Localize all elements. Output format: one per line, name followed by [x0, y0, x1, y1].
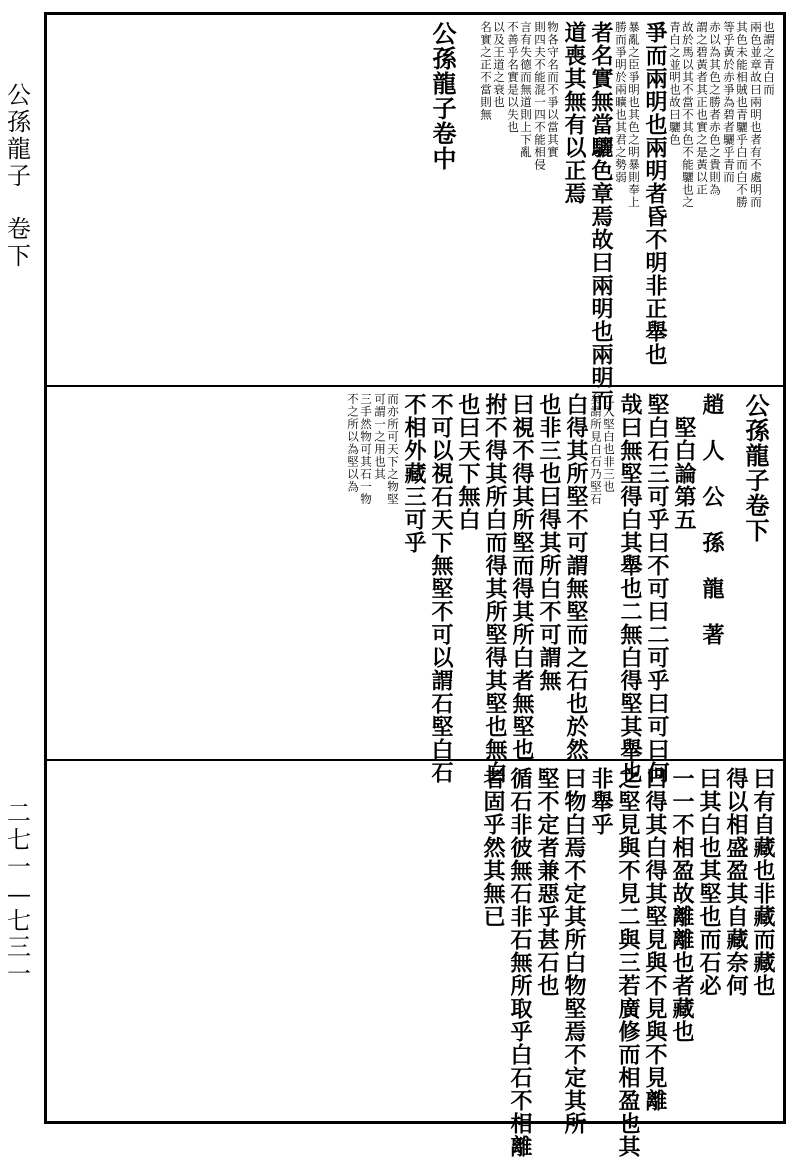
commentary-column-pair [590, 393, 615, 506]
main-text-column: 者名實無當驪色章焉故曰兩明也兩明而 [588, 21, 614, 412]
main-text-column: 堅白石三可乎曰不可曰二可乎曰可曰何 [644, 393, 670, 784]
main-text-column: 曰視不得其所堅而得其所白者無堅也 [509, 393, 535, 761]
main-text-column: 不可以視石天下無堅不可以謂石堅白石 [428, 393, 454, 784]
commentary-column-pair [696, 21, 721, 196]
section-heading: 堅白論第五 [671, 393, 697, 531]
main-text-column: 堅不定者兼惡乎甚石也 [534, 767, 560, 997]
commentary-text: 二入堅白也非三也 [602, 393, 616, 493]
commentary-column-pair [750, 21, 775, 209]
commentary-column-pair [534, 21, 559, 171]
commentary-text: 故於馬以其不當不其色不能驪也之 [681, 21, 695, 209]
commentary-column-pair [615, 21, 640, 209]
text-block-top [47, 15, 783, 412]
commentary-text: 而亦所可天下之物堅 [386, 393, 400, 506]
commentary-column-pair [480, 21, 505, 121]
main-text-column: 也曰天下無白 [455, 393, 481, 531]
commentary-text: 物各守名而不爭以當其實 [546, 21, 560, 159]
main-text-column: 曰其白也其堅也而石必 [696, 767, 722, 997]
main-text-column: 道喪其無有以正焉 [561, 21, 587, 205]
text-block-middle [47, 387, 783, 784]
commentary-text: 不善乎名實是以失也 [506, 21, 520, 134]
commentary-text: 其色未能相賊也青驪乎白而白不勝 [735, 21, 749, 209]
commentary-column-pair [347, 393, 372, 506]
main-text-column: 曰物白焉不定其所白物堅焉不定其所 [561, 767, 587, 1135]
commentary-column-pair [723, 21, 748, 209]
section-heading: 趙 人 公 孫 龍 著 [699, 393, 725, 646]
commentary-text: 不之所以為堅以為 [346, 393, 360, 493]
commentary-text: 兩色並章故曰兩明也者有不處明而 [749, 21, 763, 209]
commentary-text: 言有失德而無道則上下亂 [519, 21, 533, 159]
main-text-column: 非舉乎 [588, 767, 614, 836]
commentary-text: 勝而爭明於兩曠也其君之勢弱 [614, 21, 628, 184]
chapter-heading: 公孫龍子卷下 [741, 393, 770, 543]
commentary-text: 青白之並明也故曰驪色 [668, 21, 682, 146]
book-title-vertical: 公 孫 龍 子 卷 下 [7, 81, 31, 271]
commentary-text: 等乎黃於赤爭為碧者驪乎青而 [722, 21, 736, 184]
commentary-text: 以及王道之衰也 [492, 21, 506, 109]
chapter-heading: 公孫龍子卷中 [428, 21, 457, 171]
main-text-column: 拊不得其所白而得其所堅得其堅也無白 [482, 393, 508, 784]
main-text-column: 白得其所堅不可謂無堅而之石也於然 [563, 393, 589, 761]
main-text-column: 循石非彼無石非石無所取乎白石不相離 [507, 767, 533, 1158]
main-text-column: 曰得其白得其堅見與不見與不見離 [642, 767, 668, 1112]
commentary-text: 謂之碧黃者其正也實之是黃以正 [695, 21, 709, 196]
page-frame [44, 12, 786, 1158]
main-text-column: 之堅見與不見二與三若廣修而相盈也其 [615, 767, 641, 1158]
commentary-column-pair [669, 21, 694, 209]
commentary-text: 赤以為其色之勝者赤色之貴則為 [708, 21, 722, 196]
commentary-text: 則四夫不能混一四不能相侵 [533, 21, 547, 171]
main-text-column: 不相外藏三可乎 [401, 393, 427, 554]
commentary-text: 暴亂之臣爭明也其色之明暴則奉上 [627, 21, 641, 209]
page-number-vertical: 二 七 一 — 七 三 一 [7, 799, 31, 989]
commentary-column-pair [507, 21, 532, 159]
commentary-text: 矣謂所見白石乃堅石 [589, 393, 603, 506]
main-text-column: 得以相盛盈其自藏奈何 [723, 767, 749, 997]
main-text-column: 爭而兩明也兩明者昏不明非正舉也 [642, 21, 668, 366]
main-text-column: 曰有自藏也非藏而藏也 [750, 767, 776, 997]
commentary-text: 也謂之青白而 [762, 21, 776, 96]
main-text-column: 者固乎然其無已 [480, 767, 506, 928]
main-text-column: 也非三也曰得其所白不可謂無 [536, 393, 562, 692]
commentary-column-pair [374, 393, 399, 506]
text-block-bottom [47, 761, 783, 1158]
commentary-text: 三手然物可其石一物 [359, 393, 373, 506]
commentary-text: 名實之正不當則無 [479, 21, 493, 121]
main-text-column: 哉曰無堅得白其舉也二無白得堅其舉也 [617, 393, 643, 784]
main-text-column: 一一不相盈故離離也者藏也 [669, 767, 695, 1043]
commentary-text: 可謂一之用也其 [373, 393, 387, 481]
